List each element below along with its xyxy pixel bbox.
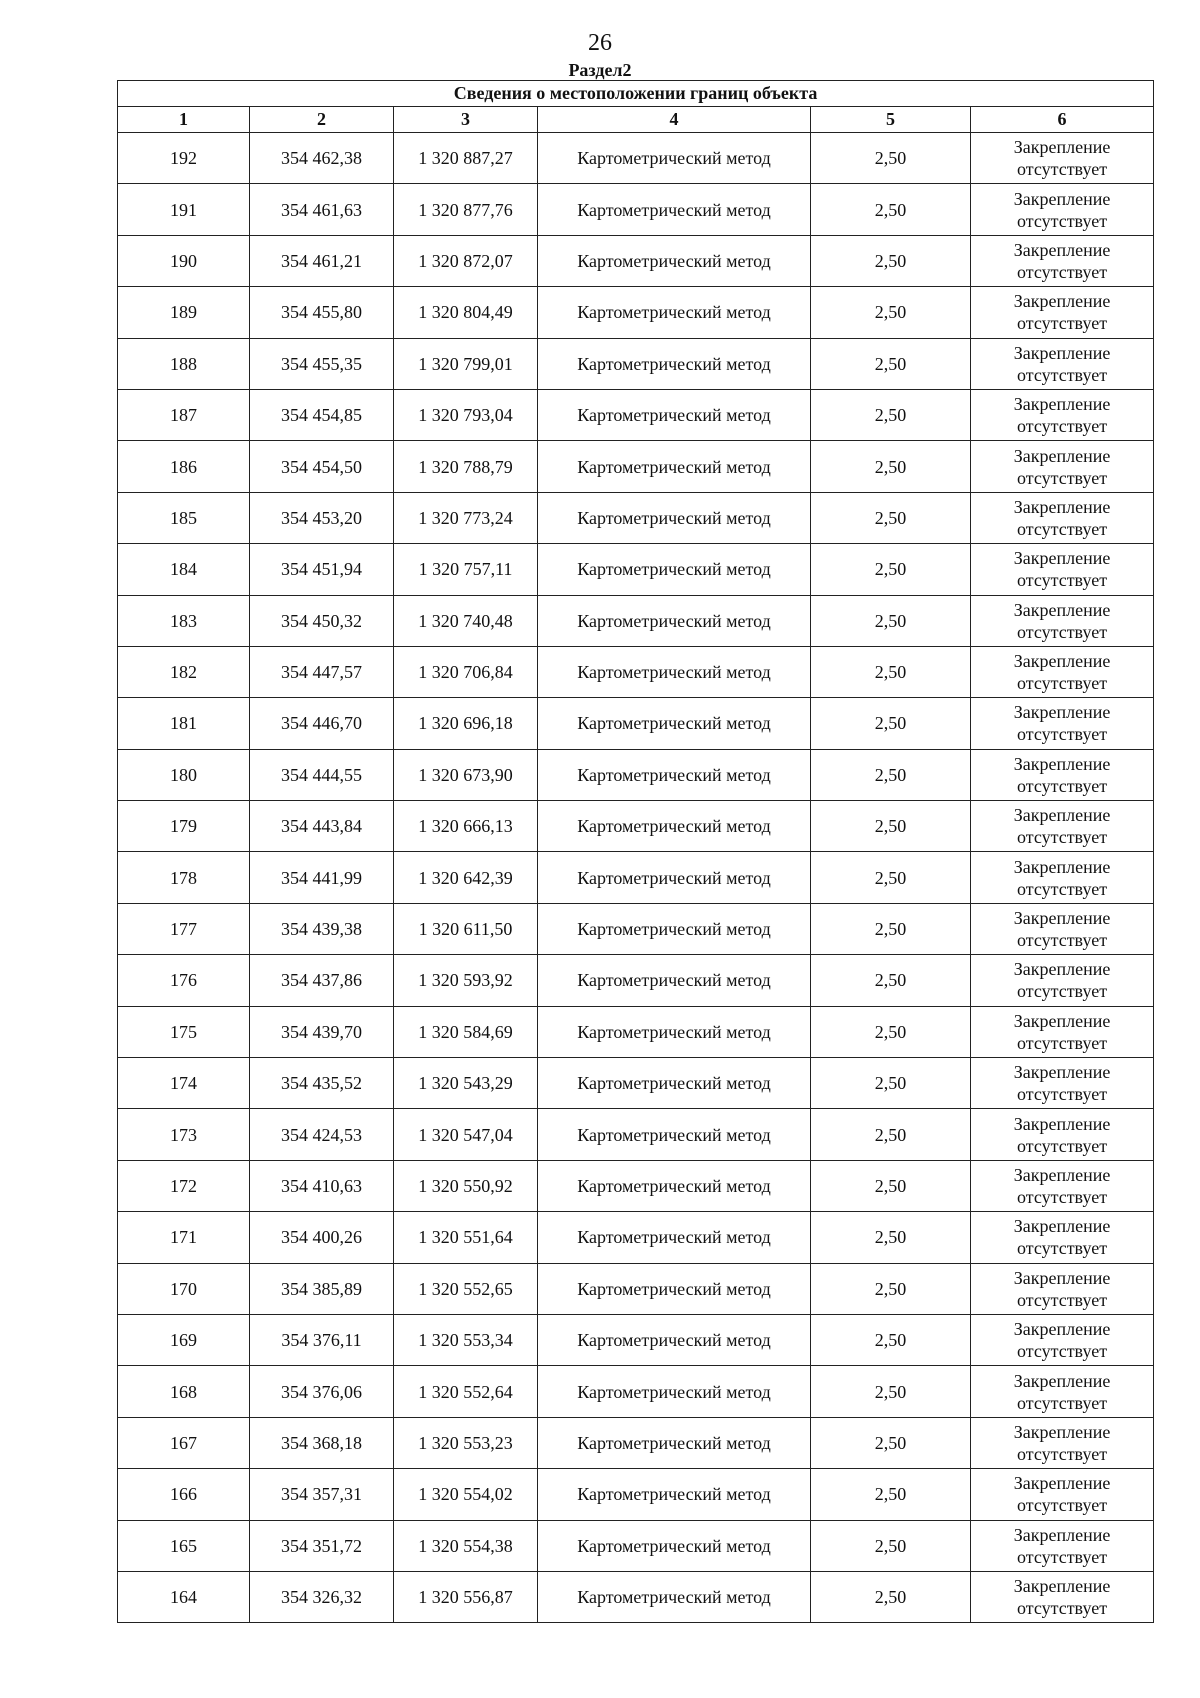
point-number-cell: 164 (118, 1571, 250, 1622)
method-cell: Картометрический метод (538, 1520, 811, 1571)
column-number-1: 1 (118, 107, 250, 133)
y-coordinate-cell: 1 320 666,13 (394, 801, 538, 852)
column-number-4: 4 (538, 107, 811, 133)
point-number-cell: 172 (118, 1160, 250, 1211)
fixation-line-2: отсутствует (1017, 159, 1108, 180)
y-coordinate-cell: 1 320 552,64 (394, 1366, 538, 1417)
fixation-cell (971, 1006, 1154, 1057)
point-number-cell: 178 (118, 852, 250, 903)
x-coordinate-cell: 354 400,26 (250, 1212, 394, 1263)
method-cell: Картометрический метод (538, 903, 811, 954)
y-coordinate-cell: 1 320 553,23 (394, 1417, 538, 1468)
fixation-line-1: Закрепление (1013, 445, 1111, 466)
method-cell: Картометрический метод (538, 1263, 811, 1314)
fixation-cell (971, 544, 1154, 595)
accuracy-cell: 2,50 (811, 1520, 971, 1571)
y-coordinate-cell: 1 320 799,01 (394, 338, 538, 389)
fixation-cell (971, 1469, 1154, 1520)
method-cell: Картометрический метод (538, 338, 811, 389)
method-cell: Картометрический метод (538, 1058, 811, 1109)
x-coordinate-cell: 354 351,72 (250, 1520, 394, 1571)
table-caption-row (118, 81, 1154, 107)
point-number-cell: 182 (118, 646, 250, 697)
fixation-line-2: отсутствует (1017, 1187, 1108, 1207)
accuracy-cell: 2,50 (811, 801, 971, 852)
fixation-cell (971, 1571, 1154, 1622)
fixation-cell (971, 133, 1154, 184)
fixation-line-1: Закрепление (1013, 188, 1111, 209)
fixation-line-1: Закрепление (1013, 1113, 1111, 1134)
fixation-cell (971, 287, 1154, 338)
x-coordinate-cell: 354 461,63 (250, 184, 394, 235)
point-number-cell: 191 (118, 184, 250, 235)
table-row (118, 852, 1154, 903)
table-row (118, 1520, 1154, 1571)
fixation-line-2: отсутствует (1017, 416, 1108, 437)
method-cell: Картометрический метод (538, 235, 811, 286)
table-body (118, 133, 1154, 1623)
fixation-line-1: Закрепление (1013, 496, 1111, 517)
accuracy-cell: 2,50 (811, 1058, 971, 1109)
fixation-line-2: отсутствует (1017, 1341, 1108, 1362)
fixation-cell (971, 389, 1154, 440)
fixation-line-2: отсутствует (1017, 364, 1108, 385)
x-coordinate-cell: 354 455,35 (250, 338, 394, 389)
table-row (118, 1058, 1154, 1109)
y-coordinate-cell: 1 320 773,24 (394, 492, 538, 543)
point-number-cell: 185 (118, 492, 250, 543)
method-cell: Картометрический метод (538, 389, 811, 440)
x-coordinate-cell: 354 410,63 (250, 1160, 394, 1211)
point-number-cell: 165 (118, 1520, 250, 1571)
fixation-cell (971, 1109, 1154, 1160)
y-coordinate-cell: 1 320 547,04 (394, 1109, 538, 1160)
fixation-line-2: отсутствует (1017, 1392, 1108, 1413)
point-number-cell: 181 (118, 698, 250, 749)
fixation-line-1: Закрепление (1013, 651, 1111, 672)
fixation-line-1: Закрепление (1013, 1319, 1111, 1340)
table-row (118, 595, 1154, 646)
fixation-line-2: отсутствует (1017, 724, 1108, 745)
fixation-line-1: Закрепление (1013, 599, 1111, 620)
section-title: Раздел2 (568, 60, 632, 80)
table-row (118, 184, 1154, 235)
fixation-cell (971, 492, 1154, 543)
fixation-cell (971, 852, 1154, 903)
fixation-line-1: Закрепление (1013, 1165, 1111, 1185)
accuracy-cell: 2,50 (811, 338, 971, 389)
point-number-cell: 186 (118, 441, 250, 492)
fixation-cell (971, 1212, 1154, 1263)
fixation-line-1: Закрепление (1013, 1370, 1111, 1391)
y-coordinate-cell: 1 320 793,04 (394, 389, 538, 440)
method-cell: Картометрический метод (538, 492, 811, 543)
method-cell: Картометрический метод (538, 133, 811, 184)
fixation-line-1: Закрепление (1013, 1576, 1111, 1597)
fixation-line-2: отсутствует (1017, 673, 1108, 694)
point-number-cell: 179 (118, 801, 250, 852)
fixation-line-2: отсутствует (1017, 1032, 1108, 1053)
fixation-line-2: отсутствует (1017, 1084, 1108, 1105)
accuracy-cell: 2,50 (811, 1571, 971, 1622)
method-cell: Картометрический метод (538, 1314, 811, 1365)
table-row (118, 903, 1154, 954)
fixation-cell (971, 749, 1154, 800)
table-row (118, 235, 1154, 286)
fixation-line-1: Закрепление (1013, 342, 1111, 363)
y-coordinate-cell: 1 320 804,49 (394, 287, 538, 338)
accuracy-cell: 2,50 (811, 646, 971, 697)
method-cell: Картометрический метод (538, 1366, 811, 1417)
accuracy-cell: 2,50 (811, 492, 971, 543)
table-row (118, 955, 1154, 1006)
fixation-line-1: Закрепление (1013, 1524, 1111, 1545)
accuracy-cell: 2,50 (811, 441, 971, 492)
method-cell: Картометрический метод (538, 955, 811, 1006)
x-coordinate-cell: 354 444,55 (250, 749, 394, 800)
table-row (118, 1571, 1154, 1622)
fixation-cell (971, 235, 1154, 286)
fixation-line-2: отсутствует (1017, 1238, 1108, 1259)
x-coordinate-cell: 354 439,70 (250, 1006, 394, 1057)
fixation-line-2: отсутствует (1017, 827, 1108, 848)
accuracy-cell: 2,50 (811, 595, 971, 646)
x-coordinate-cell: 354 376,11 (250, 1314, 394, 1365)
point-number-cell: 189 (118, 287, 250, 338)
accuracy-cell: 2,50 (811, 1469, 971, 1520)
point-number-cell: 176 (118, 955, 250, 1006)
method-cell: Картометрический метод (538, 184, 811, 235)
x-coordinate-cell: 354 455,80 (250, 287, 394, 338)
fixation-cell (971, 955, 1154, 1006)
table-row (118, 646, 1154, 697)
table-row (118, 287, 1154, 338)
fixation-line-2: отсутствует (1017, 261, 1108, 282)
x-coordinate-cell: 354 368,18 (250, 1417, 394, 1468)
table-row (118, 338, 1154, 389)
column-number-row (118, 107, 1154, 133)
accuracy-cell: 2,50 (811, 1109, 971, 1160)
fixation-line-1: Закрепление (1013, 1216, 1111, 1237)
accuracy-cell: 2,50 (811, 235, 971, 286)
table-row (118, 1314, 1154, 1365)
x-coordinate-cell: 354 443,84 (250, 801, 394, 852)
fixation-line-1: Закрепление (1013, 908, 1111, 929)
fixation-line-1: Закрепление (1013, 291, 1111, 312)
fixation-line-1: Закрепление (1013, 394, 1111, 415)
fixation-line-2: отсутствует (1017, 1598, 1108, 1619)
y-coordinate-cell: 1 320 611,50 (394, 903, 538, 954)
column-number-3: 3 (394, 107, 538, 133)
method-cell: Картометрический метод (538, 646, 811, 697)
fixation-line-2: отсутствует (1017, 467, 1108, 488)
method-cell: Картометрический метод (538, 852, 811, 903)
y-coordinate-cell: 1 320 706,84 (394, 646, 538, 697)
fixation-cell (971, 1314, 1154, 1365)
point-number-cell: 166 (118, 1469, 250, 1520)
point-number-cell: 184 (118, 544, 250, 595)
method-cell: Картометрический метод (538, 1160, 811, 1211)
table-row (118, 441, 1154, 492)
fixation-cell (971, 1160, 1154, 1211)
table-row (118, 1263, 1154, 1314)
y-coordinate-cell: 1 320 788,79 (394, 441, 538, 492)
x-coordinate-cell: 354 461,21 (250, 235, 394, 286)
fixation-line-1: Закрепление (1013, 959, 1111, 980)
x-coordinate-cell: 354 454,85 (250, 389, 394, 440)
method-cell: Картометрический метод (538, 801, 811, 852)
fixation-cell (971, 801, 1154, 852)
y-coordinate-cell: 1 320 673,90 (394, 749, 538, 800)
x-coordinate-cell: 354 357,31 (250, 1469, 394, 1520)
point-number-cell: 177 (118, 903, 250, 954)
fixation-line-2: отсутствует (1017, 1495, 1108, 1516)
x-coordinate-cell: 354 447,57 (250, 646, 394, 697)
table-row (118, 133, 1154, 184)
point-number-cell: 167 (118, 1417, 250, 1468)
accuracy-cell: 2,50 (811, 287, 971, 338)
y-coordinate-cell: 1 320 556,87 (394, 1571, 538, 1622)
y-coordinate-cell: 1 320 696,18 (394, 698, 538, 749)
y-coordinate-cell: 1 320 877,76 (394, 184, 538, 235)
column-number-2: 2 (250, 107, 394, 133)
x-coordinate-cell: 354 453,20 (250, 492, 394, 543)
y-coordinate-cell: 1 320 551,64 (394, 1212, 538, 1263)
table-row (118, 1417, 1154, 1468)
y-coordinate-cell: 1 320 872,07 (394, 235, 538, 286)
fixation-line-1: Закрепление (1013, 1062, 1111, 1083)
y-coordinate-cell: 1 320 740,48 (394, 595, 538, 646)
x-coordinate-cell: 354 326,32 (250, 1571, 394, 1622)
point-number-cell: 183 (118, 595, 250, 646)
y-coordinate-cell: 1 320 552,65 (394, 1263, 538, 1314)
y-coordinate-cell: 1 320 642,39 (394, 852, 538, 903)
fixation-line-1: Закрепление (1013, 753, 1111, 774)
fixation-line-2: отсутствует (1017, 878, 1108, 899)
method-cell: Картометрический метод (538, 698, 811, 749)
column-number-5: 5 (811, 107, 971, 133)
fixation-cell (971, 595, 1154, 646)
fixation-line-1: Закрепление (1013, 239, 1111, 260)
y-coordinate-cell: 1 320 554,02 (394, 1469, 538, 1520)
method-cell: Картометрический метод (538, 595, 811, 646)
table-row (118, 749, 1154, 800)
accuracy-cell: 2,50 (811, 955, 971, 1006)
x-coordinate-cell: 354 446,70 (250, 698, 394, 749)
method-cell: Картометрический метод (538, 749, 811, 800)
fixation-cell (971, 441, 1154, 492)
accuracy-cell: 2,50 (811, 698, 971, 749)
table-row (118, 1109, 1154, 1160)
y-coordinate-cell: 1 320 554,38 (394, 1520, 538, 1571)
x-coordinate-cell: 354 454,50 (250, 441, 394, 492)
point-number-cell: 175 (118, 1006, 250, 1057)
fixation-cell (971, 698, 1154, 749)
table-row (118, 1006, 1154, 1057)
accuracy-cell: 2,50 (811, 852, 971, 903)
point-number-cell: 171 (118, 1212, 250, 1263)
table-row (118, 544, 1154, 595)
x-coordinate-cell: 354 462,38 (250, 133, 394, 184)
table-row (118, 1212, 1154, 1263)
accuracy-cell: 2,50 (811, 903, 971, 954)
accuracy-cell: 2,50 (811, 1263, 971, 1314)
boundary-coordinates-table (117, 80, 1154, 1623)
fixation-line-1: Закрепление (1013, 702, 1111, 723)
y-coordinate-cell: 1 320 757,11 (394, 544, 538, 595)
fixation-cell (971, 1417, 1154, 1468)
x-coordinate-cell: 354 376,06 (250, 1366, 394, 1417)
table-row (118, 1366, 1154, 1417)
y-coordinate-cell: 1 320 887,27 (394, 133, 538, 184)
accuracy-cell: 2,50 (811, 133, 971, 184)
method-cell: Картометрический метод (538, 544, 811, 595)
fixation-cell (971, 1263, 1154, 1314)
fixation-cell (971, 338, 1154, 389)
method-cell: Картометрический метод (538, 1006, 811, 1057)
table-row (118, 801, 1154, 852)
x-coordinate-cell: 354 437,86 (250, 955, 394, 1006)
fixation-line-1: Закрепление (1013, 1010, 1111, 1031)
method-cell: Картометрический метод (538, 1417, 811, 1468)
x-coordinate-cell: 354 385,89 (250, 1263, 394, 1314)
table-row (118, 389, 1154, 440)
fixation-line-2: отсутствует (1017, 313, 1108, 334)
x-coordinate-cell: 354 441,99 (250, 852, 394, 903)
point-number-cell: 168 (118, 1366, 250, 1417)
fixation-line-1: Закрепление (1013, 1473, 1111, 1494)
accuracy-cell: 2,50 (811, 749, 971, 800)
method-cell: Картометрический метод (538, 1109, 811, 1160)
point-number-cell: 174 (118, 1058, 250, 1109)
fixation-line-2: отсутствует (1017, 210, 1108, 231)
fixation-cell (971, 646, 1154, 697)
fixation-line-2: отсутствует (1017, 981, 1108, 1002)
table-row (118, 1160, 1154, 1211)
accuracy-cell: 2,50 (811, 1006, 971, 1057)
fixation-line-2: отсутствует (1017, 1443, 1108, 1464)
point-number-cell: 187 (118, 389, 250, 440)
page-number: 26 (588, 30, 612, 56)
fixation-line-2: отсутствует (1017, 621, 1108, 642)
y-coordinate-cell: 1 320 593,92 (394, 955, 538, 1006)
fixation-line-2: отсутствует (1017, 1546, 1108, 1567)
fixation-line-1: Закрепление (1013, 1421, 1111, 1442)
accuracy-cell: 2,50 (811, 1314, 971, 1365)
point-number-cell: 180 (118, 749, 250, 800)
accuracy-cell: 2,50 (811, 184, 971, 235)
point-number-cell: 192 (118, 133, 250, 184)
fixation-line-2: отсутствует (1017, 1135, 1108, 1156)
fixation-line-2: отсутствует (1017, 930, 1108, 951)
fixation-line-1: Закрепление (1013, 805, 1111, 826)
fixation-line-2: отсутствует (1017, 570, 1108, 591)
x-coordinate-cell: 354 435,52 (250, 1058, 394, 1109)
fixation-line-1: Закрепление (1013, 856, 1111, 877)
x-coordinate-cell: 354 424,53 (250, 1109, 394, 1160)
column-number-6: 6 (971, 107, 1154, 133)
accuracy-cell: 2,50 (811, 1417, 971, 1468)
point-number-cell: 190 (118, 235, 250, 286)
fixation-line-1: Закрепление (1013, 1267, 1111, 1288)
fixation-cell (971, 184, 1154, 235)
table-caption: Сведения о местоположении границ объекта (118, 81, 1154, 107)
method-cell: Картометрический метод (538, 1469, 811, 1520)
accuracy-cell: 2,50 (811, 1212, 971, 1263)
table-row (118, 492, 1154, 543)
fixation-cell (971, 903, 1154, 954)
method-cell: Картометрический метод (538, 1212, 811, 1263)
point-number-cell: 170 (118, 1263, 250, 1314)
x-coordinate-cell: 354 450,32 (250, 595, 394, 646)
y-coordinate-cell: 1 320 553,34 (394, 1314, 538, 1365)
point-number-cell: 169 (118, 1314, 250, 1365)
fixation-line-2: отсутствует (1017, 518, 1108, 539)
point-number-cell: 173 (118, 1109, 250, 1160)
fixation-line-2: отсутствует (1017, 775, 1108, 796)
x-coordinate-cell: 354 439,38 (250, 903, 394, 954)
method-cell: Картометрический метод (538, 441, 811, 492)
point-number-cell: 188 (118, 338, 250, 389)
y-coordinate-cell: 1 320 584,69 (394, 1006, 538, 1057)
y-coordinate-cell: 1 320 550,92 (394, 1160, 538, 1211)
fixation-line-1: Закрепление (1013, 548, 1111, 569)
fixation-line-1: Закрепление (1013, 137, 1111, 158)
x-coordinate-cell: 354 451,94 (250, 544, 394, 595)
fixation-cell (971, 1520, 1154, 1571)
table-row (118, 1469, 1154, 1520)
method-cell: Картометрический метод (538, 1571, 811, 1622)
accuracy-cell: 2,50 (811, 1366, 971, 1417)
fixation-cell (971, 1366, 1154, 1417)
accuracy-cell: 2,50 (811, 389, 971, 440)
fixation-line-2: отсутствует (1017, 1289, 1108, 1310)
table-row (118, 698, 1154, 749)
method-cell: Картометрический метод (538, 287, 811, 338)
fixation-cell (971, 1058, 1154, 1109)
y-coordinate-cell: 1 320 543,29 (394, 1058, 538, 1109)
accuracy-cell: 2,50 (811, 544, 971, 595)
accuracy-cell: 2,50 (811, 1160, 971, 1211)
